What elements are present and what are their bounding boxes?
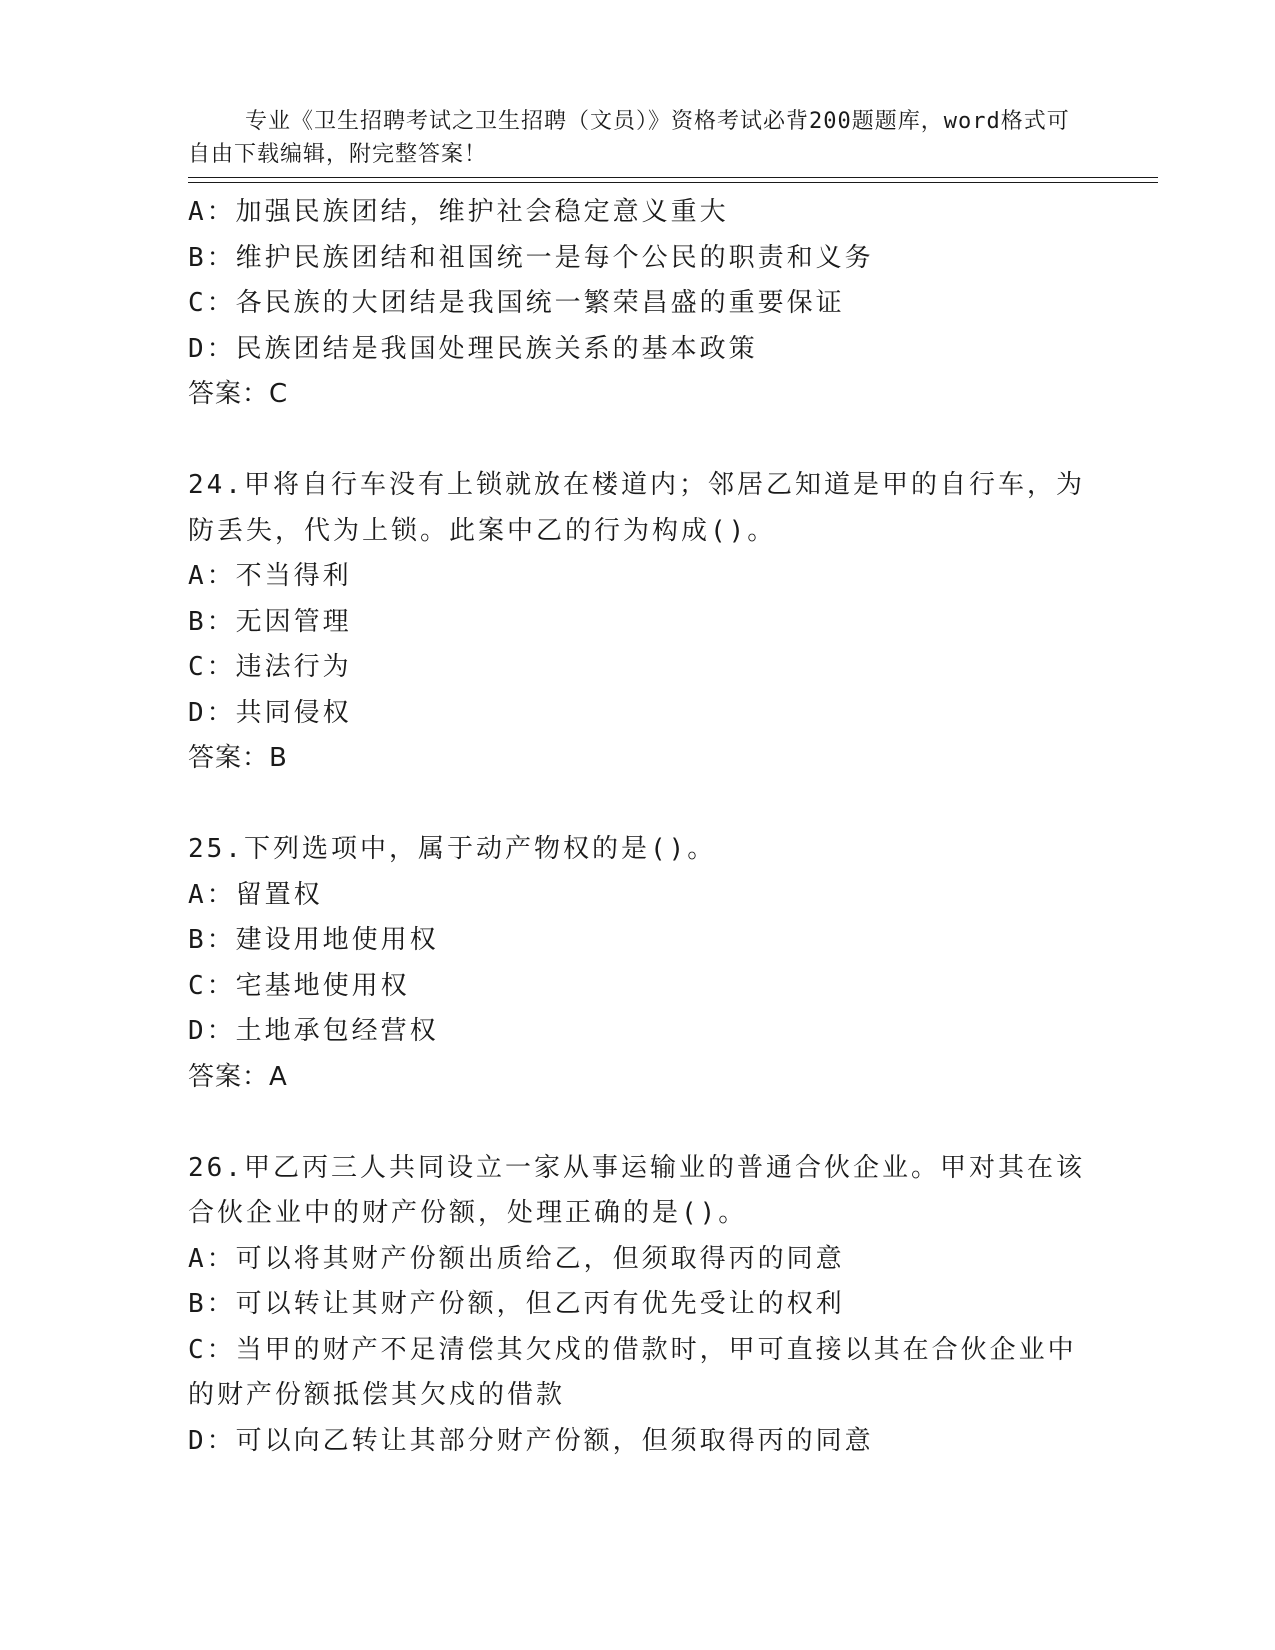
question-list xyxy=(188,190,1108,1464)
question-26 xyxy=(188,1146,1108,1465)
question-23 xyxy=(188,190,1108,418)
question-stem: 24.甲将自行车没有上锁就放在楼道内；邻居乙知道是甲的自行车，为 xyxy=(188,470,1085,500)
spacer xyxy=(188,1100,1108,1146)
option-c-continued: 的财产份额抵偿其欠戍的借款 xyxy=(188,1380,566,1410)
option-d: D：共同侵权 xyxy=(188,697,352,728)
question-stem: 26.甲乙丙三人共同设立一家从事运输业的普通合伙企业。甲对其在该 xyxy=(188,1152,1085,1183)
answer-label: 答案：B xyxy=(188,743,288,773)
option-d: D：民族团结是我国处理民族关系的基本政策 xyxy=(188,333,758,364)
question-24 xyxy=(188,463,1108,782)
option-a: A：不当得利 xyxy=(188,561,352,591)
option-b: B：可以转让其财产份额，但乙丙有优先受让的权利 xyxy=(188,1289,845,1319)
question-25 xyxy=(188,827,1108,1100)
header-title: 专业《卫生招聘考试之卫生招聘（文员）》资格考试必背200题题库，word格式可自由下载编辑，附完整答案！ xyxy=(188,109,1070,167)
header-double-rule xyxy=(188,177,1158,183)
option-c: C：违法行为 xyxy=(188,652,352,682)
option-b: B：无因管理 xyxy=(188,606,352,637)
option-c: C：宅基地使用权 xyxy=(188,970,410,1001)
option-b: B：建设用地使用权 xyxy=(188,925,439,955)
option-a: A：加强民族团结，维护社会稳定意义重大 xyxy=(188,197,729,227)
document-header xyxy=(188,72,1088,204)
option-a: A：留置权 xyxy=(188,879,323,910)
option-b: B：维护民族团结和祖国统一是每个公民的职责和义务 xyxy=(188,242,874,273)
answer-label: 答案：A xyxy=(188,1061,288,1092)
question-stem: 合伙企业中的财产份额，处理正确的是()。 xyxy=(188,1198,748,1228)
option-d: D：可以向乙转让其部分财产份额，但须取得丙的同意 xyxy=(188,1425,874,1456)
spacer xyxy=(188,418,1108,464)
question-stem: 25.下列选项中，属于动产物权的是()。 xyxy=(188,834,717,864)
option-c: C：当甲的财产不足清偿其欠戍的借款时，甲可直接以其在合伙企业中 xyxy=(188,1334,1077,1365)
answer-label: 答案：C xyxy=(188,379,289,409)
option-c: C：各民族的大团结是我国统一繁荣昌盛的重要保证 xyxy=(188,288,845,318)
option-d: D：土地承包经营权 xyxy=(188,1016,439,1046)
question-stem: 防丢失，代为上锁。此案中乙的行为构成()。 xyxy=(188,515,777,546)
option-a: A：可以将其财产份额出质给乙，但须取得丙的同意 xyxy=(188,1243,845,1274)
spacer xyxy=(188,782,1108,828)
